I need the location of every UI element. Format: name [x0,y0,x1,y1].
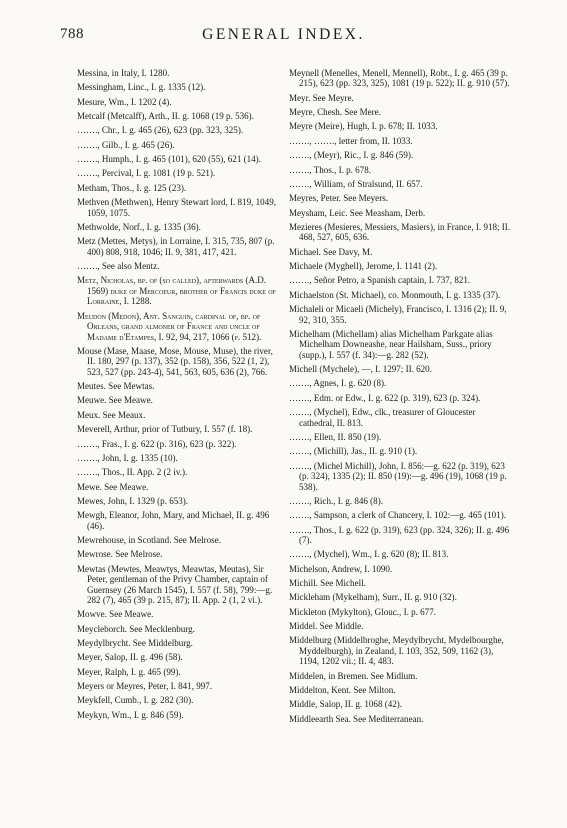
index-entry: Mewrose. See Melrose. [77,549,163,560]
index-entry: Mewes, John, I. 1329 (p. 653). [77,495,189,506]
index-entry: Meykyn, Wm., I. g. 846 (59). [77,709,184,720]
index-entry: Meverell, Arthur, prior of Tutbury, I. 557 (f. 18). [77,424,253,435]
index-entry: Mewe. See Meawe. [77,481,149,492]
index-entry: Mesure, Wm., I. 1202 (4). [77,96,172,107]
index-entry: Middelburg (Middelbroghe, Meydylbrycht, Mydelbourghe, Myddelburgh), in Zealand, I. 103, 352, 509, 1162 (3), 1194, 1202 vii.; II. 4, 483. [289,635,504,667]
index-entry: Meudon (Medon), Ant. Sanguin, cardinal of, bp. of Orleans, grand almoner of France and uncle of Madame d'Etampes, I. 92, 94, 217, 1066 (p. 512). [77,310,262,342]
index-entry: ……., Humph., I. g. 465 (101), 620 (55), 621 (14). [77,154,261,165]
index-entry: Middelton, Kent. See Milton. [289,685,396,696]
index-entry: ……., John, I. g. 1335 (10). [77,452,178,463]
index-entry: Meykfell, Cumb., I. g. 282 (30). [77,695,194,706]
index-entry: ……., Gilb., I. g. 465 (26). [77,139,175,150]
index-entry: Meux. See Meaux. [77,409,146,420]
index-entry: ……., William, of Stralsund, II. 657. [289,178,423,189]
index-entry: ……., Ellen, II. 850 (19). [289,431,382,442]
index-entry: ……., Thos., I. p. 678. [289,164,372,175]
index-entry: Metcalf (Metcalff), Arth., II. g. 1068 (19 p. 536). [77,111,254,122]
index-entry: Middleearth Sea. See Mediterranean. [289,713,424,724]
index-entry: ……., Chr., I. g. 465 (26), 623 (pp. 323, 325). [77,125,244,136]
index-entry: ……., Rich., I. g. 846 (8). [289,495,383,506]
index-entry: Mowve. See Meawe. [77,609,154,620]
index-entry: Meutes. See Mewtas. [77,381,155,392]
index-entry: ……., (Mychel), Edw., clk., treasurer of Gloucester cathedral, II. 813. [289,407,476,428]
index-entry: Mewtas (Mewtes, Meawtys, Meawtas, Meutas), Sir Peter, gentleman of the Privy Chamber, captain of Guernsey (26 March 1545), I. 557 (f. 58), 799:—g. 282 (7), 465 (39 p. 215, 87); II. App. 2 (1, 2 vi.). [77,563,273,606]
index-entry: ……., Agnes, I. g. 620 (8). [289,378,387,389]
index-entry: ……., ……., letter from, II. 1033. [289,135,413,146]
index-entry: ……., (Mychel), Wm., I. g. 620 (8); II. 813. [289,549,449,560]
index-entry: Michell (Mychele), —, I. 1297; II. 620. [289,364,432,375]
index-entry: Metz (Mettes, Metys), in Lorraine, I. 315, 735, 807 (p. 400) 808, 918, 1046; II. 9, 381, 417, 421. [77,236,275,257]
index-entry: ……., (Michel Michill), John, I. 856:—g. 622 (p. 319), 623 (p. 324), 1335 (2); II. 850 (19):—g. 496 (19), 1068 (19 p. 538). [289,460,507,492]
index-entry: Michelson, Andrew, I. 1090. [289,563,393,574]
page-title: GENERAL INDEX. [202,26,365,43]
index-entry: ……., (Meyr), Ric., I. g. 846 (59). [289,150,414,161]
index-entry: Mezieres (Mesieres, Messiers, Masiers), in France, I. 918; II. 468, 527, 605, 636. [289,221,511,243]
index-entry: Methwolde, Norf., I. g. 1335 (36). [77,221,201,232]
index-entry: Middelen, in Bremen. See Midlum. [289,670,418,681]
index-entry: Middle, Salop, II. g. 1068 (42). [289,699,403,710]
index-entry: Mewrehouse, in Scotland. See Melrose. [77,535,221,546]
index-entry: Meydylbrycht. See Middelburg. [77,638,193,649]
index-entry: Meyer, Salop, II. g. 496 (58). [77,652,183,663]
index-entry: ……., Fras., I. g. 622 (p. 316), 623 (p. 322). [77,438,237,449]
index-entry: Meuwe. See Meawe. [77,395,153,406]
index-entry: Michaele (Myghell), Jerome, I. 1141 (2). [289,261,438,272]
index-entry: Meyres, Peter. See Meyers. [289,193,388,204]
index-entry: Meyr. See Meyre. [289,92,354,103]
index-entry: Messina, in Italy, I. 1280. [77,68,170,78]
index-entry: Michael. See Davy, M. [289,246,373,257]
index-entry: Michaelston (St. Michael), co. Monmouth, I. g. 1335 (37). [289,289,501,300]
index-entry: ……., (Michill), Jas., II. g. 910 (1). [289,446,418,457]
index-entry: Meynell (Menelles, Menell, Mennell), Robt., I. g. 465 (39 p. 215), 623 (pp. 323, 325), 1081 (19 p. 522); II. g. 910 (57). [289,68,510,89]
index-entry: ……., Señor Petro, a Spanish captain, I. 737, 821. [289,275,471,286]
index-entry: Mickleton (Mykylton), Glouc., I. p. 677. [289,606,436,617]
index-entry: Michelham (Michellam) alias Michelham Parkgate alias Michelham Downeashe, near Hailsham, Suss., priory (supp.), I. 557 (f. 34):—g. 282 (52). [289,328,493,360]
index-entry: Meyers or Meyres, Peter, I. 841, 997. [77,681,213,692]
index-column-left [77,68,279,724]
index-entry: Metham, Thos., I. g. 125 (23). [77,182,187,193]
index-entry: Messingham, Linc., I. g. 1335 (12). [77,82,206,93]
page-number: 788 [60,26,84,42]
index-column-right [289,68,513,728]
index-entry: Meyre (Meire), Hugh, I. p. 678; II. 1033. [289,121,438,132]
index-entry: Mickleham (Mykelham), Surr., II. g. 910 (32). [289,592,457,603]
index-entry: Meyer, Ralph, I. g. 465 (99). [77,666,181,677]
index-entry: ……., Thos., II. App. 2 (2 iv.). [77,467,188,478]
index-entry: Metz, Nicholas, bp. of (so called), afterwards (A.D. 1569) duke of Mercoeur, brother of Francis duke of Lorraine, I. 1288. [77,275,276,307]
index-entry: Middel. See Middle. [289,621,364,632]
index-entry: Meysham, Leic. See Measham, Derb. [289,207,426,218]
index-entry: Methven (Methwen), Henry Stewart lord, I. 819, 1049, 1059, 1075. [77,197,276,218]
index-entry: ……., Percival, I. g. 1081 (19 p. 521). [77,168,216,179]
page-header [0,26,567,46]
index-entry: Michill. See Michell. [289,578,366,589]
index-entry: ……., Thos., I. g. 622 (p. 319), 623 (pp. 324, 326); II. g. 496 (7). [289,524,510,546]
index-entry: Meycleborch. See Mecklenburg. [77,623,195,634]
index-entry: ……., Sampson, a clerk of Chancery, I. 102:—g. 465 (101). [289,510,506,521]
index-entry: Mouse (Mase, Maase, Mose, Mouse, Muse), the river, II. 180, 297 (p. 137), 352 (p. 158), 356, 522 (1, 2), 523, 527 (pp. 243-4), 541, 563, 605, 636 (2), 766. [77,345,273,377]
index-entry: Michaleli or Micaeli (Michely), Francisco, I. 1316 (2); II. 9, 92, 310, 355. [289,304,507,325]
index-entry: ……., See also Mentz. [77,261,160,272]
index-entry: Mewgh, Eleanor, John, Mary, and Michael, II. g. 496 (46). [77,510,270,531]
index-entry: Meyre, Chesh. See Mere. [289,107,381,118]
index-entry: ……., Edm. or Edw., I. g. 622 (p. 319), 623 (p. 324). [289,392,481,403]
